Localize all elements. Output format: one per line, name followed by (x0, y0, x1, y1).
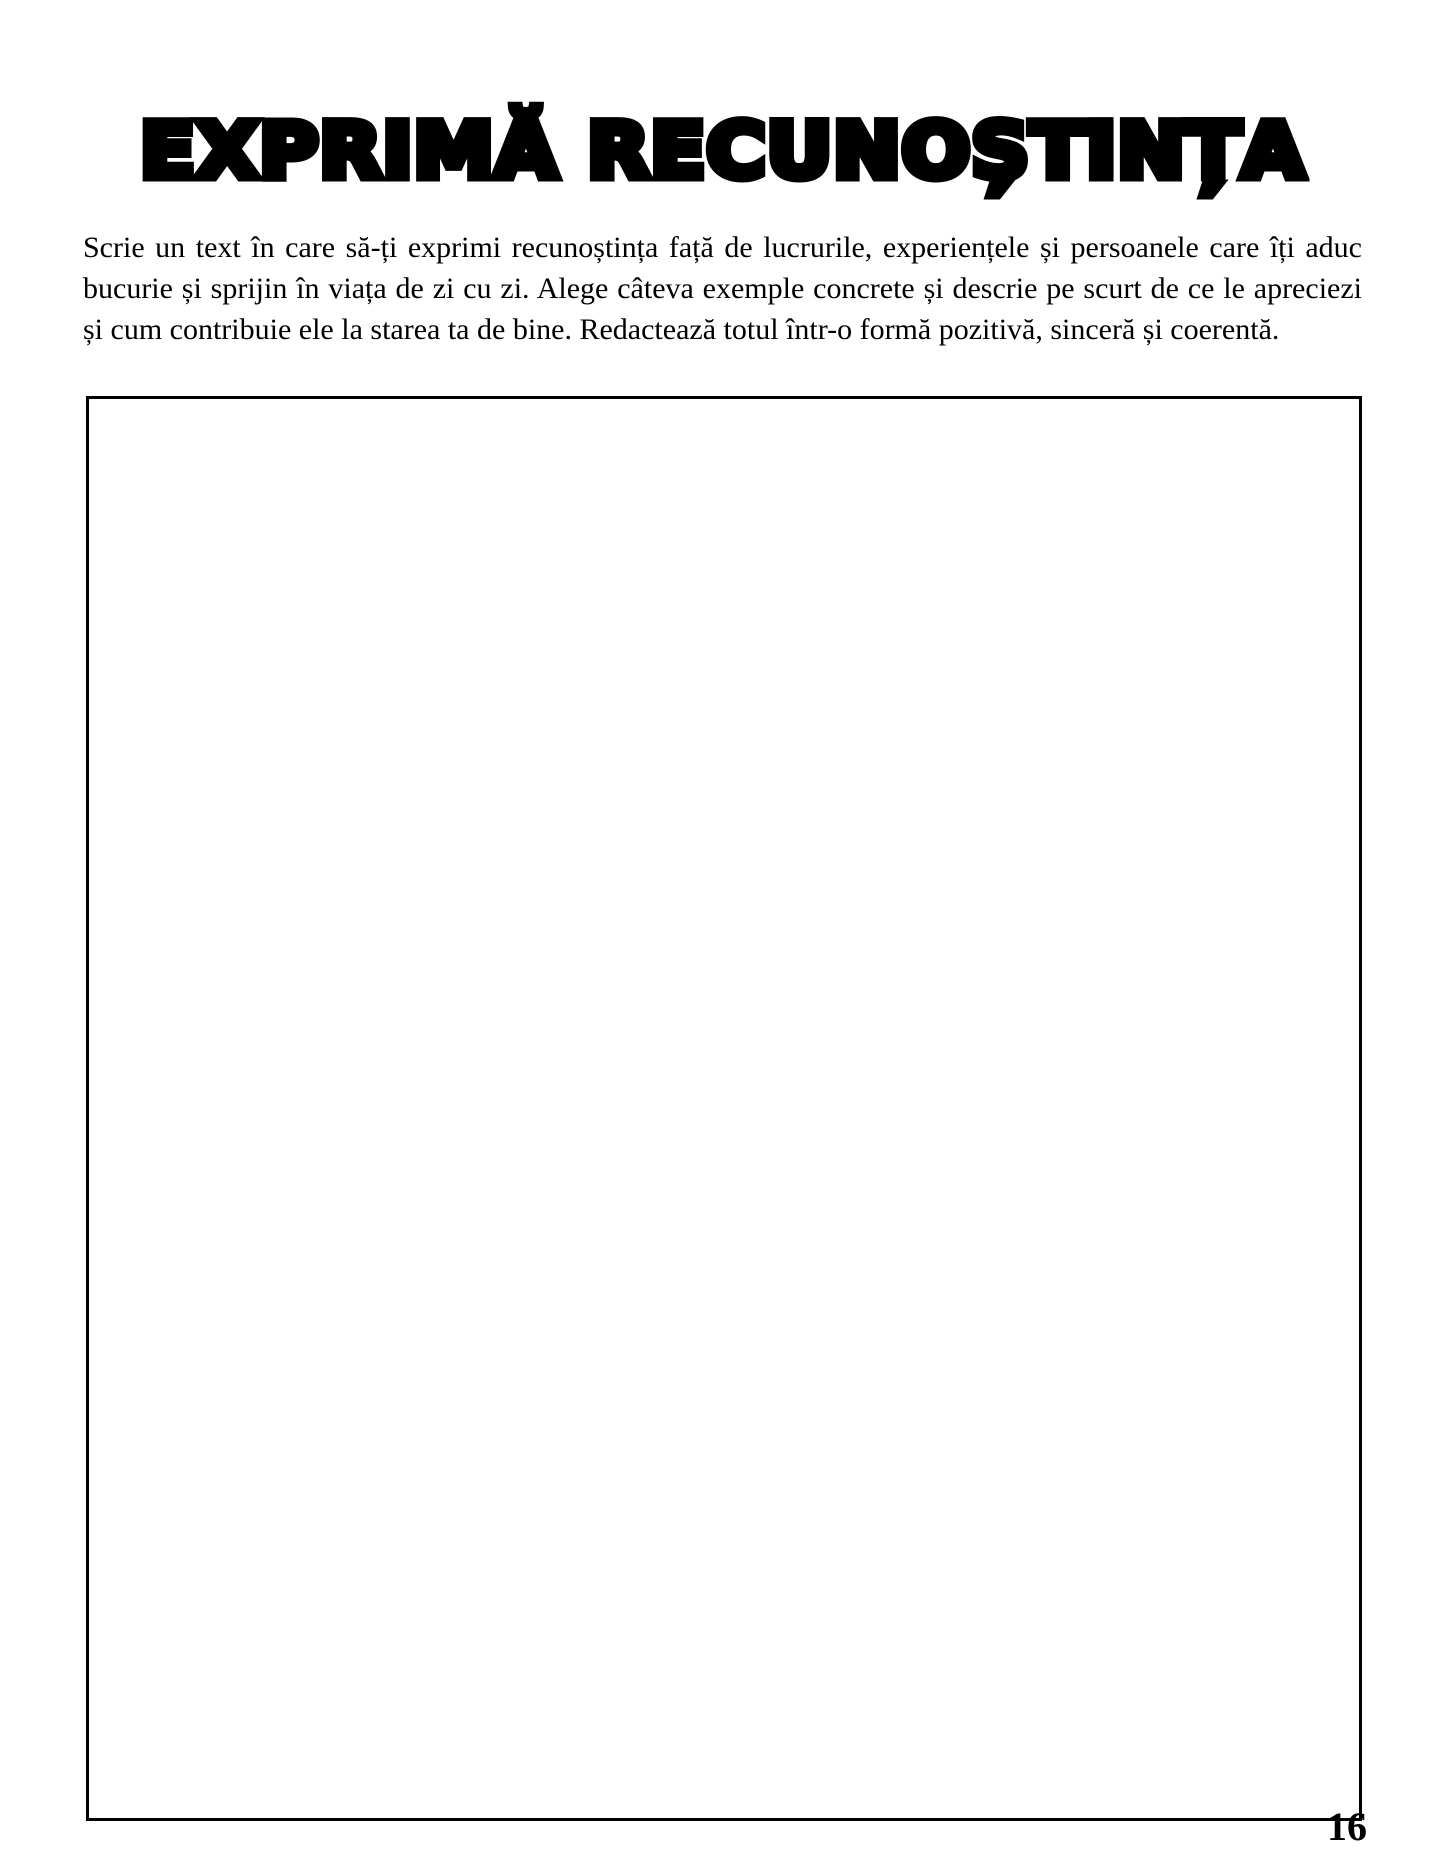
page-title-container (0, 62, 1445, 240)
instructions-paragraph: Scrie un text în care să-ți exprimi recunoștința față de lucrurile, experiențele și persoanele care îți aduc bucurie și sprijin în viața de zi cu zi. Alege câteva exemple concrete și descrie pe scurt de ce le apreciezi și cum contribuie ele la starea ta de bine. Redactează totul într-o formă pozitivă, sinceră și coerentă. (83, 231, 1362, 346)
answer-textarea[interactable] (89, 399, 1359, 1818)
page-number: 16 (1327, 1804, 1367, 1849)
page-title: EXPRIMĂ RECUNOȘTINȚA (139, 105, 1306, 195)
answer-box[interactable] (86, 396, 1362, 1821)
